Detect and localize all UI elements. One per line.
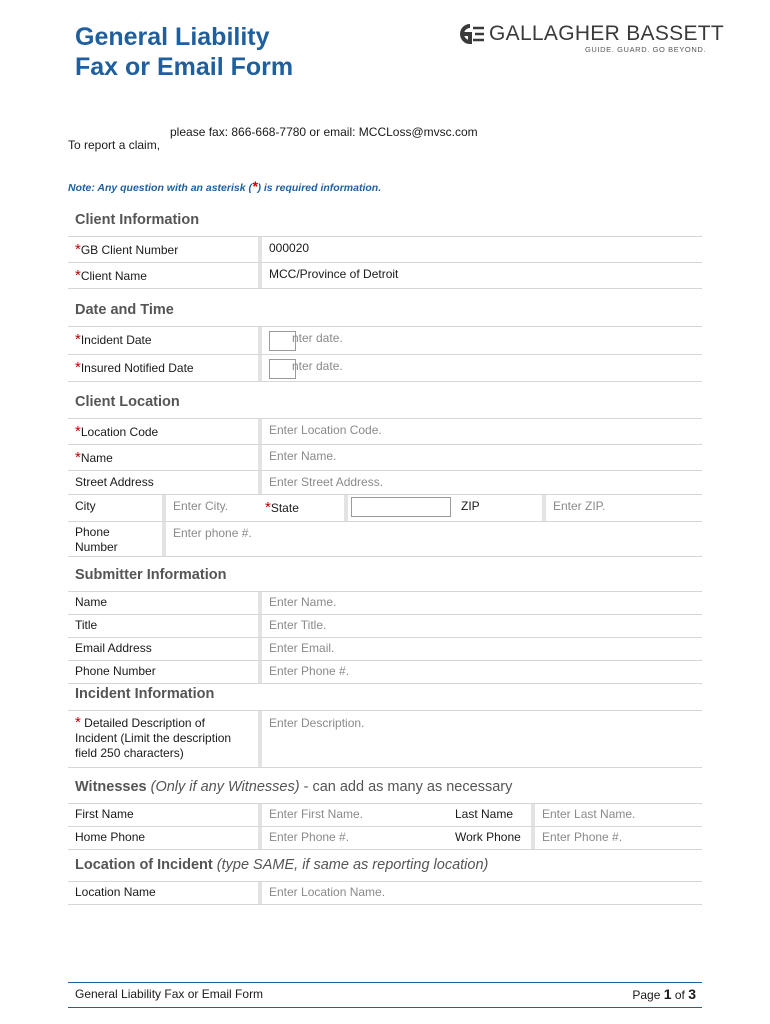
phone-number-row: [68, 521, 702, 557]
location-of-incident-section: [68, 857, 702, 905]
state-input[interactable]: [351, 497, 451, 517]
field-label: Phone Number: [75, 525, 118, 554]
intro-text-left: To report a claim,: [68, 138, 161, 152]
page-title: [75, 22, 293, 82]
client-information-section: [68, 212, 702, 289]
location-code-row: [68, 418, 702, 444]
required-asterisk: *: [75, 241, 81, 258]
required-asterisk: *: [265, 499, 271, 516]
submitter-title-field[interactable]: Enter Title.: [258, 615, 702, 637]
logo-text: GALLAGHER BASSETT: [489, 22, 725, 45]
submitter-phone-field[interactable]: Enter Phone #.: [258, 661, 702, 683]
section-title: Date and Time: [75, 302, 174, 318]
section-title: Incident Information: [75, 686, 215, 702]
field-label: First Name: [75, 807, 134, 821]
title-line-1: General Liability: [75, 23, 270, 51]
company-logo: [455, 22, 725, 58]
submitter-phone-row: [68, 660, 702, 684]
witness-last-name-field[interactable]: Enter Last Name.: [531, 804, 702, 826]
submitter-email-row: [68, 637, 702, 660]
section-title: Client Information: [75, 212, 200, 228]
date-time-section: [68, 302, 702, 382]
field-label: *Name: [75, 449, 113, 466]
incident-date-row: [68, 326, 702, 354]
gallagher-logo-icon: [455, 24, 485, 44]
page-indicator: Page 1 of 3: [632, 986, 696, 1002]
field-label: *Client Name: [75, 267, 147, 284]
page-footer: [68, 982, 702, 1008]
required-asterisk: *: [75, 359, 81, 376]
zip-field[interactable]: Enter ZIP.: [542, 495, 702, 521]
witness-phone-row: [68, 826, 702, 850]
incident-location-name-field[interactable]: Enter Location Name.: [258, 882, 702, 904]
client-name-field[interactable]: MCC/Province of Detroit: [258, 263, 702, 288]
client-location-section: [68, 394, 702, 557]
location-name-row: [68, 444, 702, 470]
insured-notified-date-row: [68, 354, 702, 382]
street-address-field[interactable]: Enter Street Address.: [258, 471, 702, 494]
intro-text-right: please fax: 866-668-7780 or email: MCCLoss@mvsc.com: [170, 125, 478, 139]
required-note: Note: Any question with an asterisk (*) is required information.: [68, 178, 382, 194]
logo-tagline: GUIDE. GUARD. GO BEYOND.: [585, 45, 707, 54]
location-name-field[interactable]: Enter Name.: [258, 445, 702, 470]
section-title: Witnesses (Only if any Witnesses) - can add as many as necessary: [75, 779, 513, 795]
submitter-name-field[interactable]: Enter Name.: [258, 592, 702, 614]
gb-client-number-field[interactable]: 000020: [258, 237, 702, 262]
required-asterisk: *: [75, 267, 81, 284]
submitter-name-row: [68, 591, 702, 614]
field-label: *Incident Date: [75, 331, 152, 348]
street-address-row: [68, 470, 702, 494]
field-label: Title: [75, 618, 98, 632]
field-label: * Detailed Description of Incident (Limit the description field 250 characters): [75, 714, 232, 760]
field-label: Name: [75, 595, 108, 609]
description-row: [68, 710, 702, 768]
required-asterisk: *: [75, 449, 81, 466]
required-asterisk: *: [75, 423, 81, 440]
field-label: Street Address: [75, 475, 154, 489]
field-label: Last Name: [455, 807, 514, 821]
witness-work-phone-field[interactable]: Enter Phone #.: [531, 827, 702, 849]
required-asterisk: *: [75, 331, 81, 348]
field-label: Work Phone: [455, 830, 521, 844]
asterisk-marker: *: [251, 178, 258, 194]
witness-first-name-field[interactable]: Enter First Name.: [258, 804, 448, 826]
witnesses-section: [68, 779, 702, 850]
incident-information-section: [68, 686, 702, 768]
incident-date-field[interactable]: nter date.: [258, 327, 702, 354]
witness-name-row: [68, 803, 702, 826]
city-state-zip-row: [68, 494, 702, 521]
footer-form-name: General Liability Fax or Email Form: [75, 987, 264, 1001]
insured-notified-date-field[interactable]: nter date.: [258, 355, 702, 381]
submitter-information-section: [68, 567, 702, 684]
field-label: Phone Number: [75, 664, 156, 678]
field-label: *State: [265, 499, 299, 516]
field-label: *Location Code: [75, 423, 159, 440]
city-field[interactable]: Enter City.: [162, 495, 258, 521]
client-name-row: [68, 262, 702, 289]
gb-client-number-row: [68, 236, 702, 262]
description-field[interactable]: Enter Description.: [258, 711, 702, 767]
submitter-title-row: [68, 614, 702, 637]
witness-home-phone-field[interactable]: Enter Phone #.: [258, 827, 448, 849]
field-label: Location Name: [75, 885, 156, 899]
submitter-email-field[interactable]: Enter Email.: [258, 638, 702, 660]
field-label: City: [75, 499, 96, 513]
required-asterisk: *: [75, 714, 81, 731]
field-label: *Insured Notified Date: [75, 359, 194, 376]
title-line-2: Fax or Email Form: [75, 53, 294, 81]
field-label: ZIP: [461, 499, 480, 513]
field-label: *GB Client Number: [75, 241, 179, 258]
location-name-row: [68, 881, 702, 905]
location-code-field[interactable]: Enter Location Code.: [258, 419, 702, 444]
field-label: Email Address: [75, 641, 152, 655]
section-title: Client Location: [75, 394, 180, 410]
phone-number-field[interactable]: Enter phone #.: [162, 522, 702, 556]
field-label: Home Phone: [75, 830, 146, 844]
section-title: Location of Incident (type SAME, if same as reporting location): [75, 857, 489, 873]
section-title: Submitter Information: [75, 567, 227, 583]
state-field[interactable]: [344, 495, 454, 521]
